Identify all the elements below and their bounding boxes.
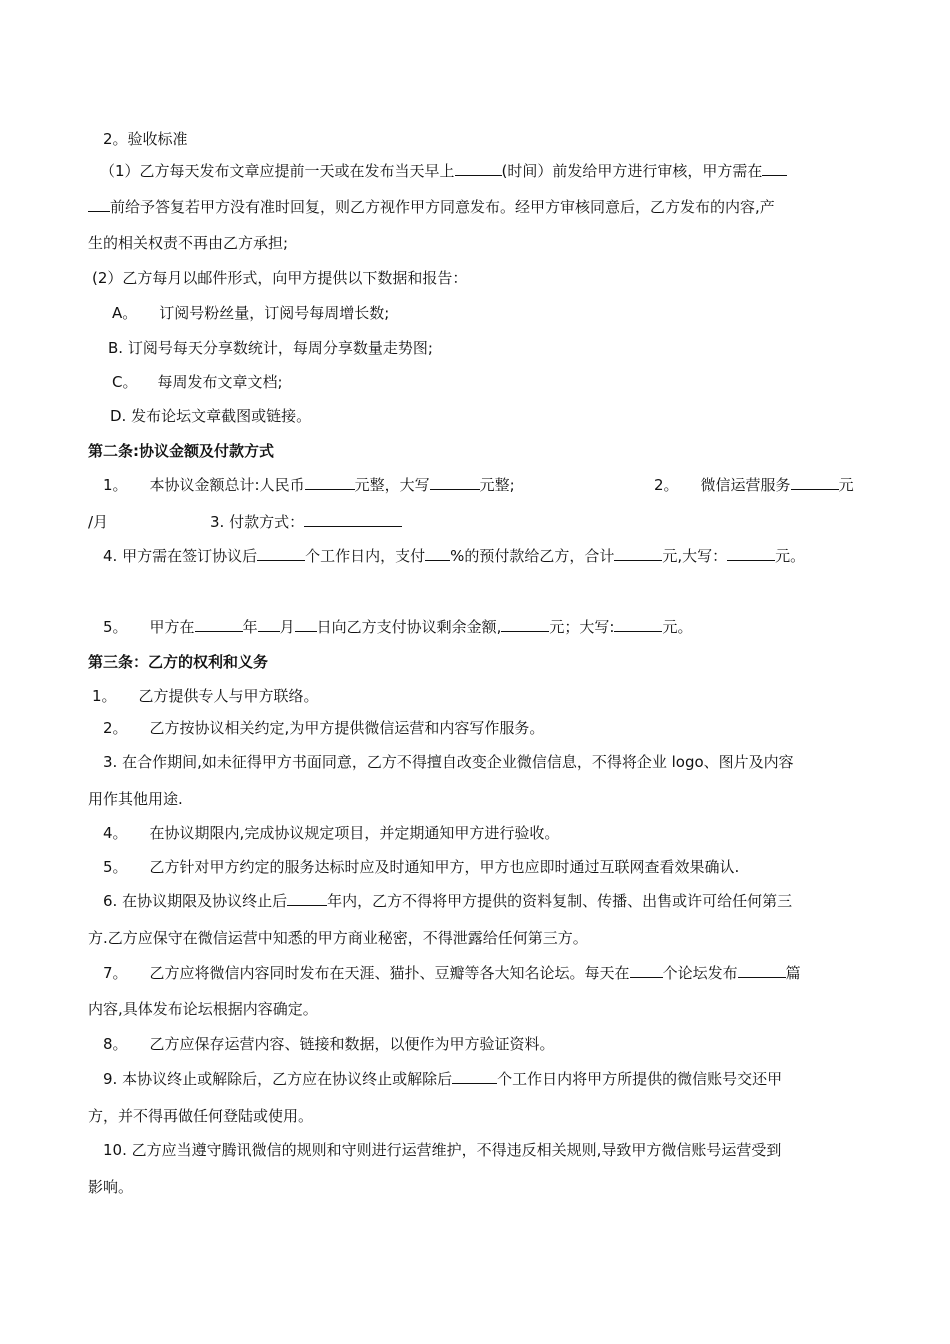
blank-field (257, 546, 305, 561)
blank-field (455, 161, 502, 176)
paragraph-line: 影响。 (88, 1178, 134, 1196)
blank-field (195, 617, 243, 632)
paragraph-line: 前给予答复若甲方没有准时回复，则乙方视作甲方同意发布。经甲方审核同意后，乙方发布的内容,产 (88, 197, 775, 217)
blank-field (295, 617, 317, 632)
list-item: B. 订阅号每天分享数统计，每周分享数量走势图; (108, 339, 433, 357)
paragraph-line: 内容,具体发布论坛根据内容确定。 (88, 1000, 318, 1018)
paragraph-line: 4。 在协议期限内,完成协议规定项目，并定期通知甲方进行验收。 (103, 824, 560, 842)
paragraph-line: 9. 本协议终止或解除后，乙方应在协议终止或解除后 个工作日内将甲方所提供的微信账号交还甲 (103, 1070, 783, 1088)
blank-field (425, 546, 450, 561)
paragraph-line: /月 (88, 513, 109, 531)
article-heading: 第二条:协议金额及付款方式 (88, 442, 274, 460)
blank-field (452, 1069, 497, 1084)
blank-field (614, 617, 662, 632)
blank-field (258, 617, 280, 632)
blank-field (791, 475, 839, 490)
blank-field (762, 161, 787, 176)
section-heading-acceptance: 2。验收标准 (103, 130, 188, 148)
list-item: A。 订阅号粉丝量，订阅号每周增长数; (112, 304, 390, 322)
paragraph-line: (2）乙方每月以邮件形式，向甲方提供以下数据和报告： (92, 269, 468, 287)
blank-field (501, 617, 549, 632)
list-item: C。 每周发布文章文档; (112, 373, 283, 391)
blank-field (738, 963, 786, 978)
paragraph-line: 用作其他用途. (88, 790, 183, 808)
blank-field (88, 197, 110, 212)
paragraph-line: 1。 本协议金额总计:人民币 元整，大写 元整; (103, 476, 515, 494)
paragraph-line: 10. 乙方应当遵守腾讯微信的规则和守则进行运营维护，不得违反相关规则,导致甲方微信账号运营受到 (103, 1141, 782, 1159)
paragraph-line: 3. 付款方式： (210, 512, 402, 532)
paragraph-line: 生的相关权责不再由乙方承担; (88, 234, 289, 252)
blank-field (630, 963, 663, 978)
list-item: D. 发布论坛文章截图或链接。 (110, 407, 312, 425)
paragraph-line: 2。 微信运营服务 元 (654, 476, 854, 494)
blank-field (305, 475, 355, 490)
paragraph-line: 7。 乙方应将微信内容同时发布在天涯、猫扑、豆瓣等各大知名论坛。每天在 个论坛发布 篇 (103, 964, 801, 982)
paragraph-line: （1）乙方每天发布文章应提前一天或在发布当天早上 (时间）前发给甲方进行审核，甲方需在 (100, 161, 787, 181)
paragraph-line: 方.乙方应保守在微信运营中知悉的甲方商业秘密，不得泄露给任何第三方。 (88, 929, 588, 947)
paragraph-line: 3. 在合作期间,如未征得甲方书面同意，乙方不得擅自改变企业微信信息，不得将企业 logo、图片及内容 (103, 753, 794, 771)
paragraph-line: 5。 乙方针对甲方约定的服务达标时应及时通知甲方，甲方也应即时通过互联网查看效果确认. (103, 858, 740, 876)
paragraph-line: 6. 在协议期限及协议终止后 年内，乙方不得将甲方提供的资料复制、传播、出售或许可给任何第三 (103, 892, 793, 910)
paragraph-line: 4. 甲方需在签订协议后 个工作日内，支付 %的预付款给乙方，合计 元,大写： 元。 (103, 547, 806, 565)
blank-field (287, 891, 327, 906)
blank-field (614, 546, 662, 561)
paragraph-line: 5。 甲方在 年 月 日向乙方支付协议剩余金额, 元；大写: 元。 (103, 618, 693, 636)
blank-field (430, 475, 480, 490)
paragraph-line: 1。 乙方提供专人与甲方联络。 (92, 687, 319, 705)
paragraph-line: 8。 乙方应保存运营内容、链接和数据，以便作为甲方验证资料。 (103, 1035, 555, 1053)
paragraph-line: 2。 乙方按协议相关约定,为甲方提供微信运营和内容写作服务。 (103, 719, 545, 737)
paragraph-line: 方，并不得再做任何登陆或使用。 (88, 1107, 314, 1125)
blank-field (727, 546, 775, 561)
article-heading: 第三条：乙方的权利和义务 (88, 653, 269, 671)
blank-field (304, 512, 402, 527)
